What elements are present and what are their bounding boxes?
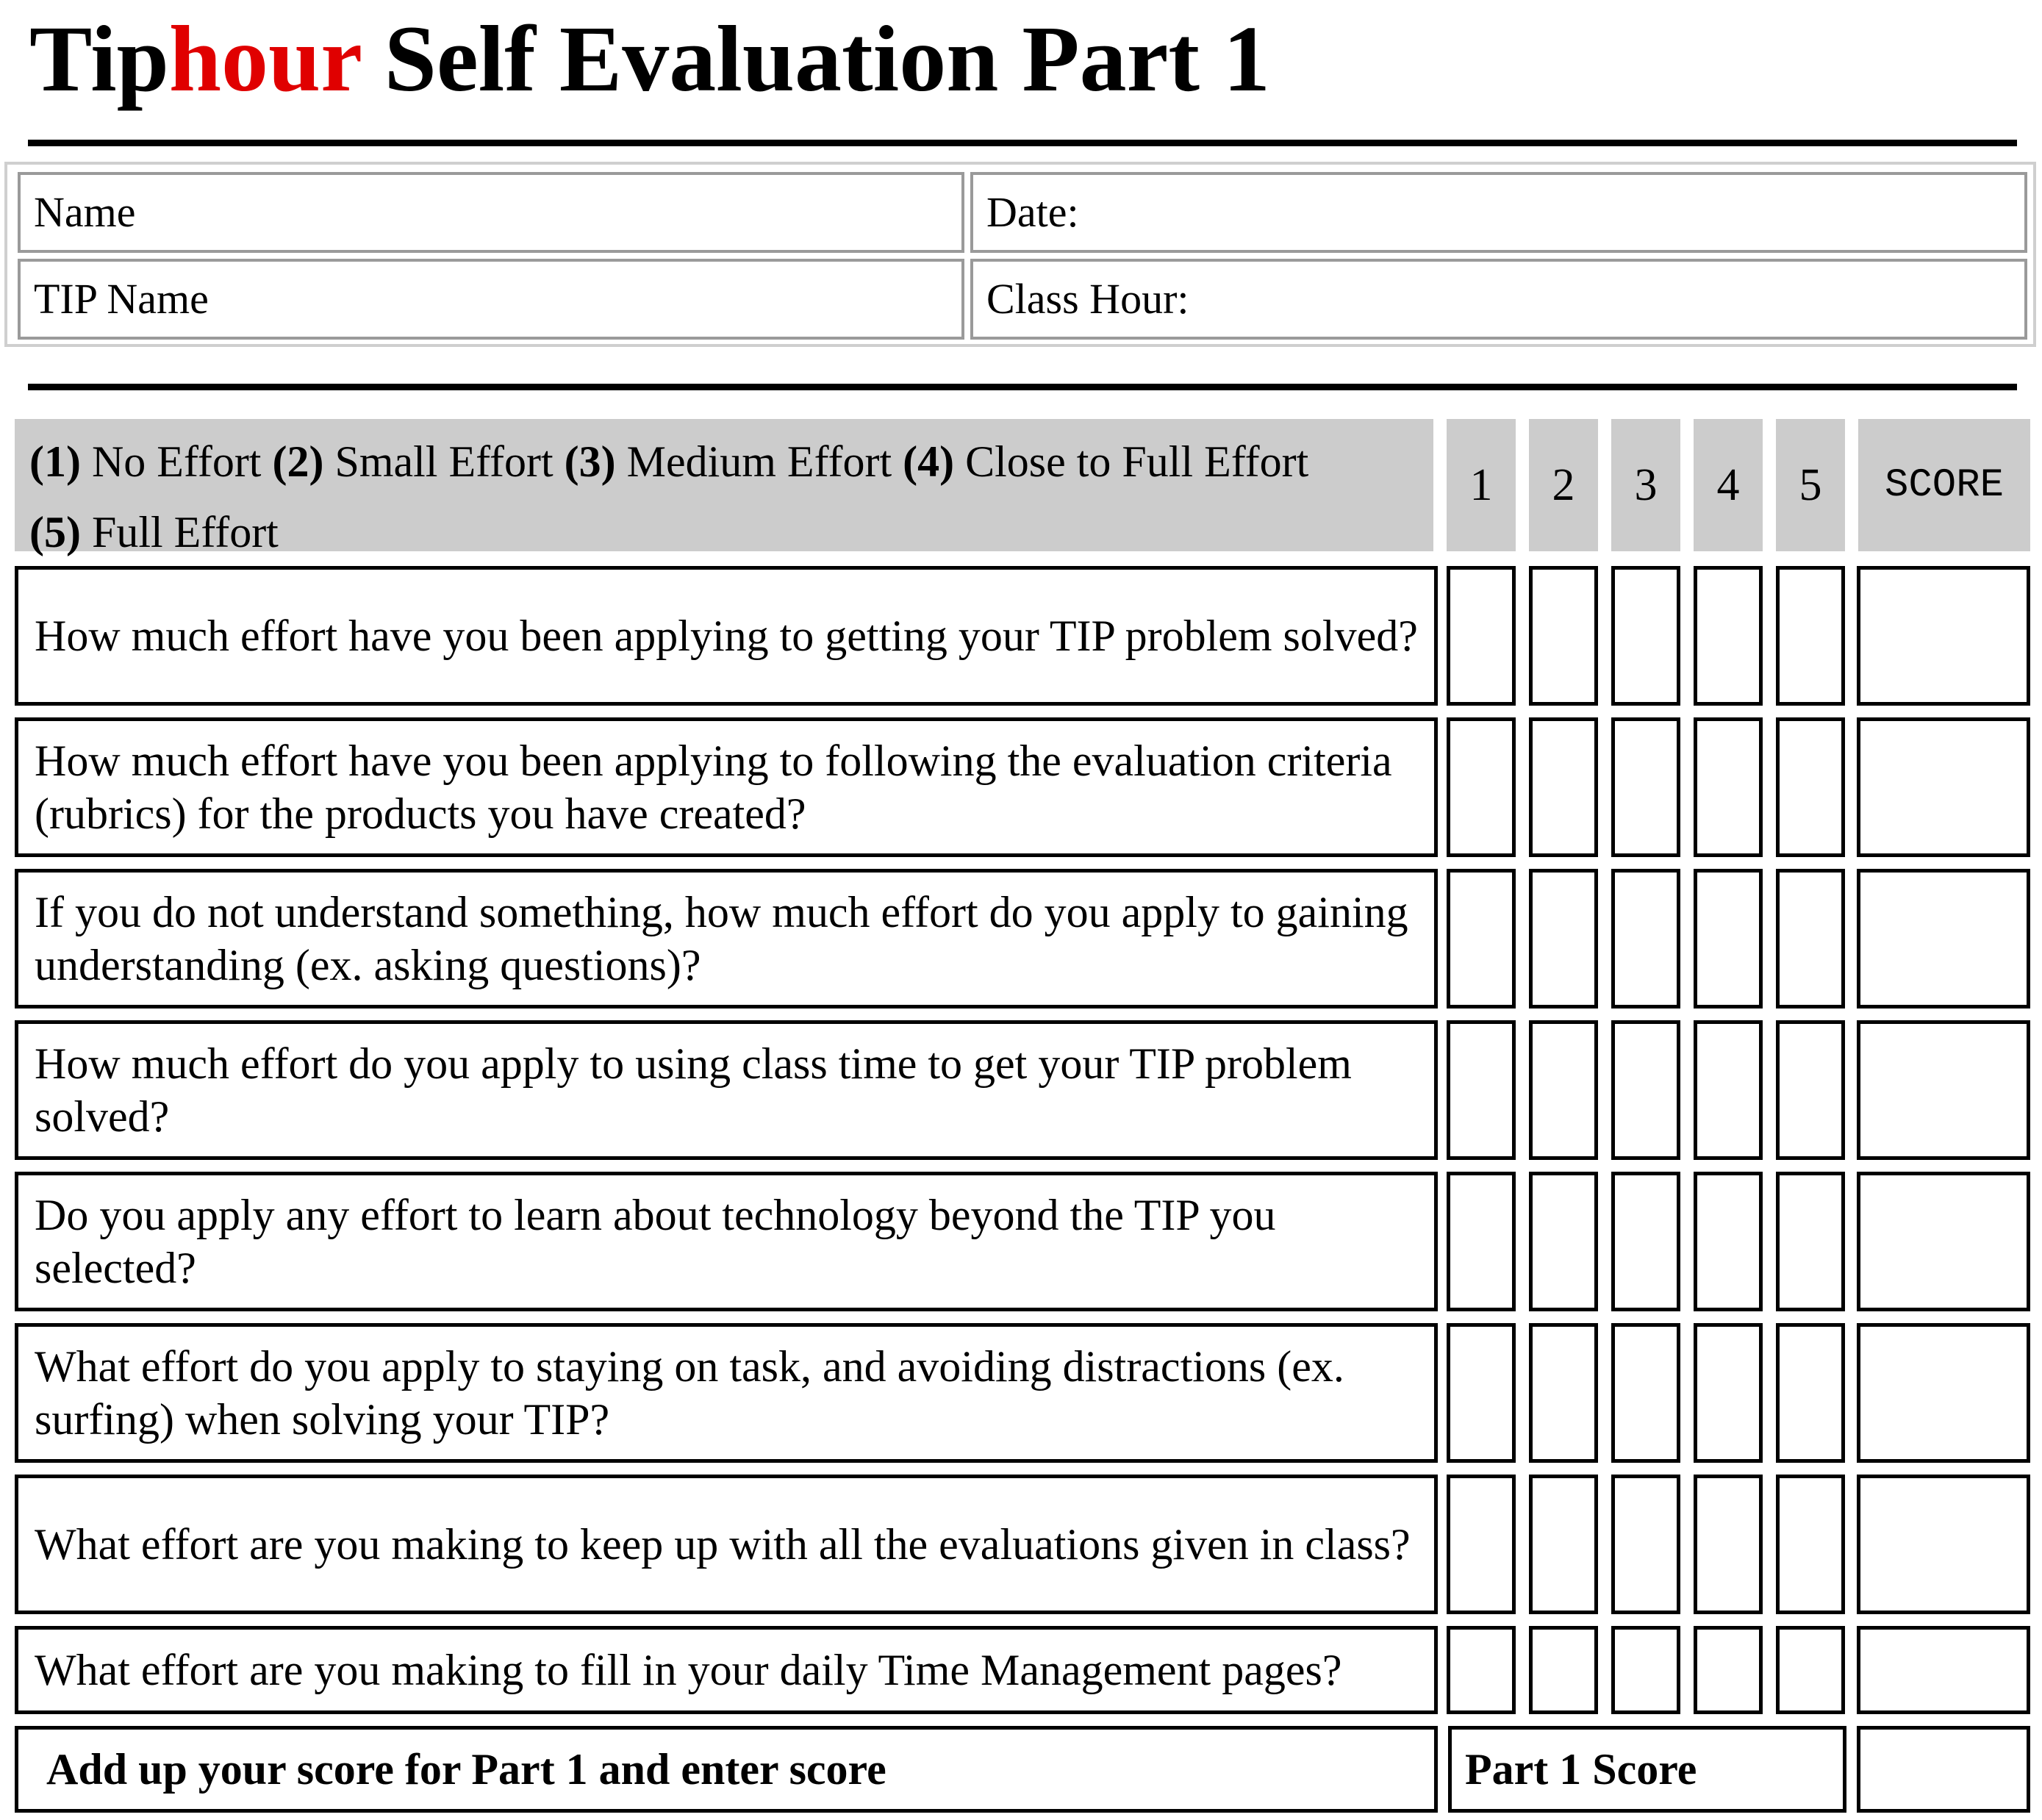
legend-text-4: Close to Full Effort — [954, 437, 1309, 486]
legend-text-2: Small Effort — [323, 437, 565, 486]
legend-num-4: (4) — [903, 437, 955, 486]
legend-num-5: (5) — [29, 508, 81, 556]
class-hour-label: Class Hour: — [986, 275, 1189, 323]
part1-score-label-text: Part 1 Score — [1465, 1744, 1697, 1794]
rating-box-q4-5[interactable] — [1776, 1020, 1845, 1160]
footer-instruction-text: Add up your score for Part 1 and enter score — [46, 1744, 886, 1794]
class-hour-field[interactable] — [970, 259, 2027, 340]
rating-box-q3-1[interactable] — [1447, 869, 1516, 1008]
score-header: SCORE — [1858, 419, 2030, 551]
rating-box-q6-2[interactable] — [1529, 1323, 1598, 1463]
rating-box-q4-4[interactable] — [1694, 1020, 1763, 1160]
date-label: Date: — [986, 188, 1079, 236]
rating-header-3: 3 — [1611, 419, 1680, 551]
rating-box-q4-3[interactable] — [1611, 1020, 1680, 1160]
score-box-q8[interactable] — [1857, 1626, 2030, 1714]
legend-num-2: (2) — [272, 437, 324, 486]
score-box-q2[interactable] — [1857, 717, 2030, 857]
question-text: Do you apply any effort to learn about technology beyond the TIP you selected? — [35, 1191, 1276, 1292]
legend-text-5: Full Effort — [80, 508, 279, 556]
legend-text-3: Medium Effort — [615, 437, 903, 486]
question-row-8 — [15, 1626, 1438, 1714]
rating-box-q7-3[interactable] — [1611, 1475, 1680, 1614]
rating-box-q1-1[interactable] — [1447, 566, 1516, 706]
rating-header-1: 1 — [1447, 419, 1516, 551]
part1-score-input[interactable] — [1857, 1726, 2030, 1813]
rating-box-q6-4[interactable] — [1694, 1323, 1763, 1463]
legend-num-1: (1) — [29, 437, 81, 486]
rating-box-q8-4[interactable] — [1694, 1626, 1763, 1714]
rating-box-q2-3[interactable] — [1611, 717, 1680, 857]
page-title — [29, 7, 1270, 110]
footer-instruction — [15, 1726, 1438, 1813]
question-row-7 — [15, 1475, 1438, 1614]
rating-box-q5-1[interactable] — [1447, 1172, 1516, 1311]
part1-score-label — [1448, 1726, 1846, 1813]
question-row-6 — [15, 1323, 1438, 1463]
score-box-q4[interactable] — [1857, 1020, 2030, 1160]
title-highlight: hour — [168, 7, 361, 111]
rating-box-q7-1[interactable] — [1447, 1475, 1516, 1614]
rating-header-4: 4 — [1694, 419, 1763, 551]
rating-box-q1-5[interactable] — [1776, 566, 1845, 706]
question-text: How much effort have you been applying to following the evaluation criteria (rubrics) for the products you have created? — [35, 737, 1392, 838]
top-divider — [28, 140, 2017, 146]
rating-box-q8-1[interactable] — [1447, 1626, 1516, 1714]
rating-box-q2-4[interactable] — [1694, 717, 1763, 857]
question-text: How much effort have you been applying to getting your TIP problem solved? — [35, 612, 1418, 660]
legend-num-3: (3) — [564, 437, 616, 486]
score-box-q3[interactable] — [1857, 869, 2030, 1008]
rating-box-q3-3[interactable] — [1611, 869, 1680, 1008]
rating-box-q6-1[interactable] — [1447, 1323, 1516, 1463]
question-row-1 — [15, 566, 1438, 706]
rating-box-q1-4[interactable] — [1694, 566, 1763, 706]
question-row-3 — [15, 869, 1438, 1008]
name-field[interactable] — [18, 172, 964, 253]
rating-box-q3-4[interactable] — [1694, 869, 1763, 1008]
middle-divider — [28, 384, 2017, 390]
rating-box-q1-2[interactable] — [1529, 566, 1598, 706]
score-box-q6[interactable] — [1857, 1323, 2030, 1463]
question-row-5 — [15, 1172, 1438, 1311]
rating-box-q7-4[interactable] — [1694, 1475, 1763, 1614]
rating-header-5: 5 — [1776, 419, 1845, 551]
question-text: If you do not understand something, how much effort do you apply to gaining understanding (ex. asking questions)? — [35, 888, 1408, 989]
rating-box-q6-3[interactable] — [1611, 1323, 1680, 1463]
question-row-2 — [15, 717, 1438, 857]
score-box-q1[interactable] — [1857, 566, 2030, 706]
question-text: How much effort do you apply to using class time to get your TIP problem solved? — [35, 1039, 1352, 1141]
rating-box-q4-2[interactable] — [1529, 1020, 1598, 1160]
rating-box-q5-2[interactable] — [1529, 1172, 1598, 1311]
rating-box-q5-3[interactable] — [1611, 1172, 1680, 1311]
rating-box-q5-4[interactable] — [1694, 1172, 1763, 1311]
rating-box-q2-2[interactable] — [1529, 717, 1598, 857]
score-box-q5[interactable] — [1857, 1172, 2030, 1311]
title-rest: Self Evaluation Part 1 — [360, 7, 1270, 111]
rating-header-2: 2 — [1529, 419, 1598, 551]
question-text: What effort do you apply to staying on task, and avoiding distractions (ex. surfing) when solving your TIP? — [35, 1342, 1344, 1444]
rating-box-q8-3[interactable] — [1611, 1626, 1680, 1714]
rating-box-q7-5[interactable] — [1776, 1475, 1845, 1614]
rating-box-q7-2[interactable] — [1529, 1475, 1598, 1614]
legend-text-1: No Effort — [80, 437, 273, 486]
name-label: Name — [34, 188, 136, 236]
tip-name-field[interactable] — [18, 259, 964, 340]
rating-box-q3-2[interactable] — [1529, 869, 1598, 1008]
rating-box-q4-1[interactable] — [1447, 1020, 1516, 1160]
tip-name-label: TIP Name — [34, 275, 209, 323]
student-info-table — [4, 162, 2036, 347]
rating-box-q1-3[interactable] — [1611, 566, 1680, 706]
rating-box-q3-5[interactable] — [1776, 869, 1845, 1008]
title-prefix: Tip — [29, 7, 169, 111]
score-box-q7[interactable] — [1857, 1475, 2030, 1614]
rating-box-q5-5[interactable] — [1776, 1172, 1845, 1311]
rating-box-q6-5[interactable] — [1776, 1323, 1845, 1463]
question-text: What effort are you making to fill in your daily Time Management pages? — [35, 1646, 1342, 1694]
date-field[interactable] — [970, 172, 2027, 253]
question-text: What effort are you making to keep up with all the evaluations given in class? — [35, 1520, 1411, 1569]
rating-box-q8-5[interactable] — [1776, 1626, 1845, 1714]
rating-box-q8-2[interactable] — [1529, 1626, 1598, 1714]
question-row-4 — [15, 1020, 1438, 1160]
rating-box-q2-5[interactable] — [1776, 717, 1845, 857]
rating-box-q2-1[interactable] — [1447, 717, 1516, 857]
effort-legend — [15, 419, 1433, 556]
